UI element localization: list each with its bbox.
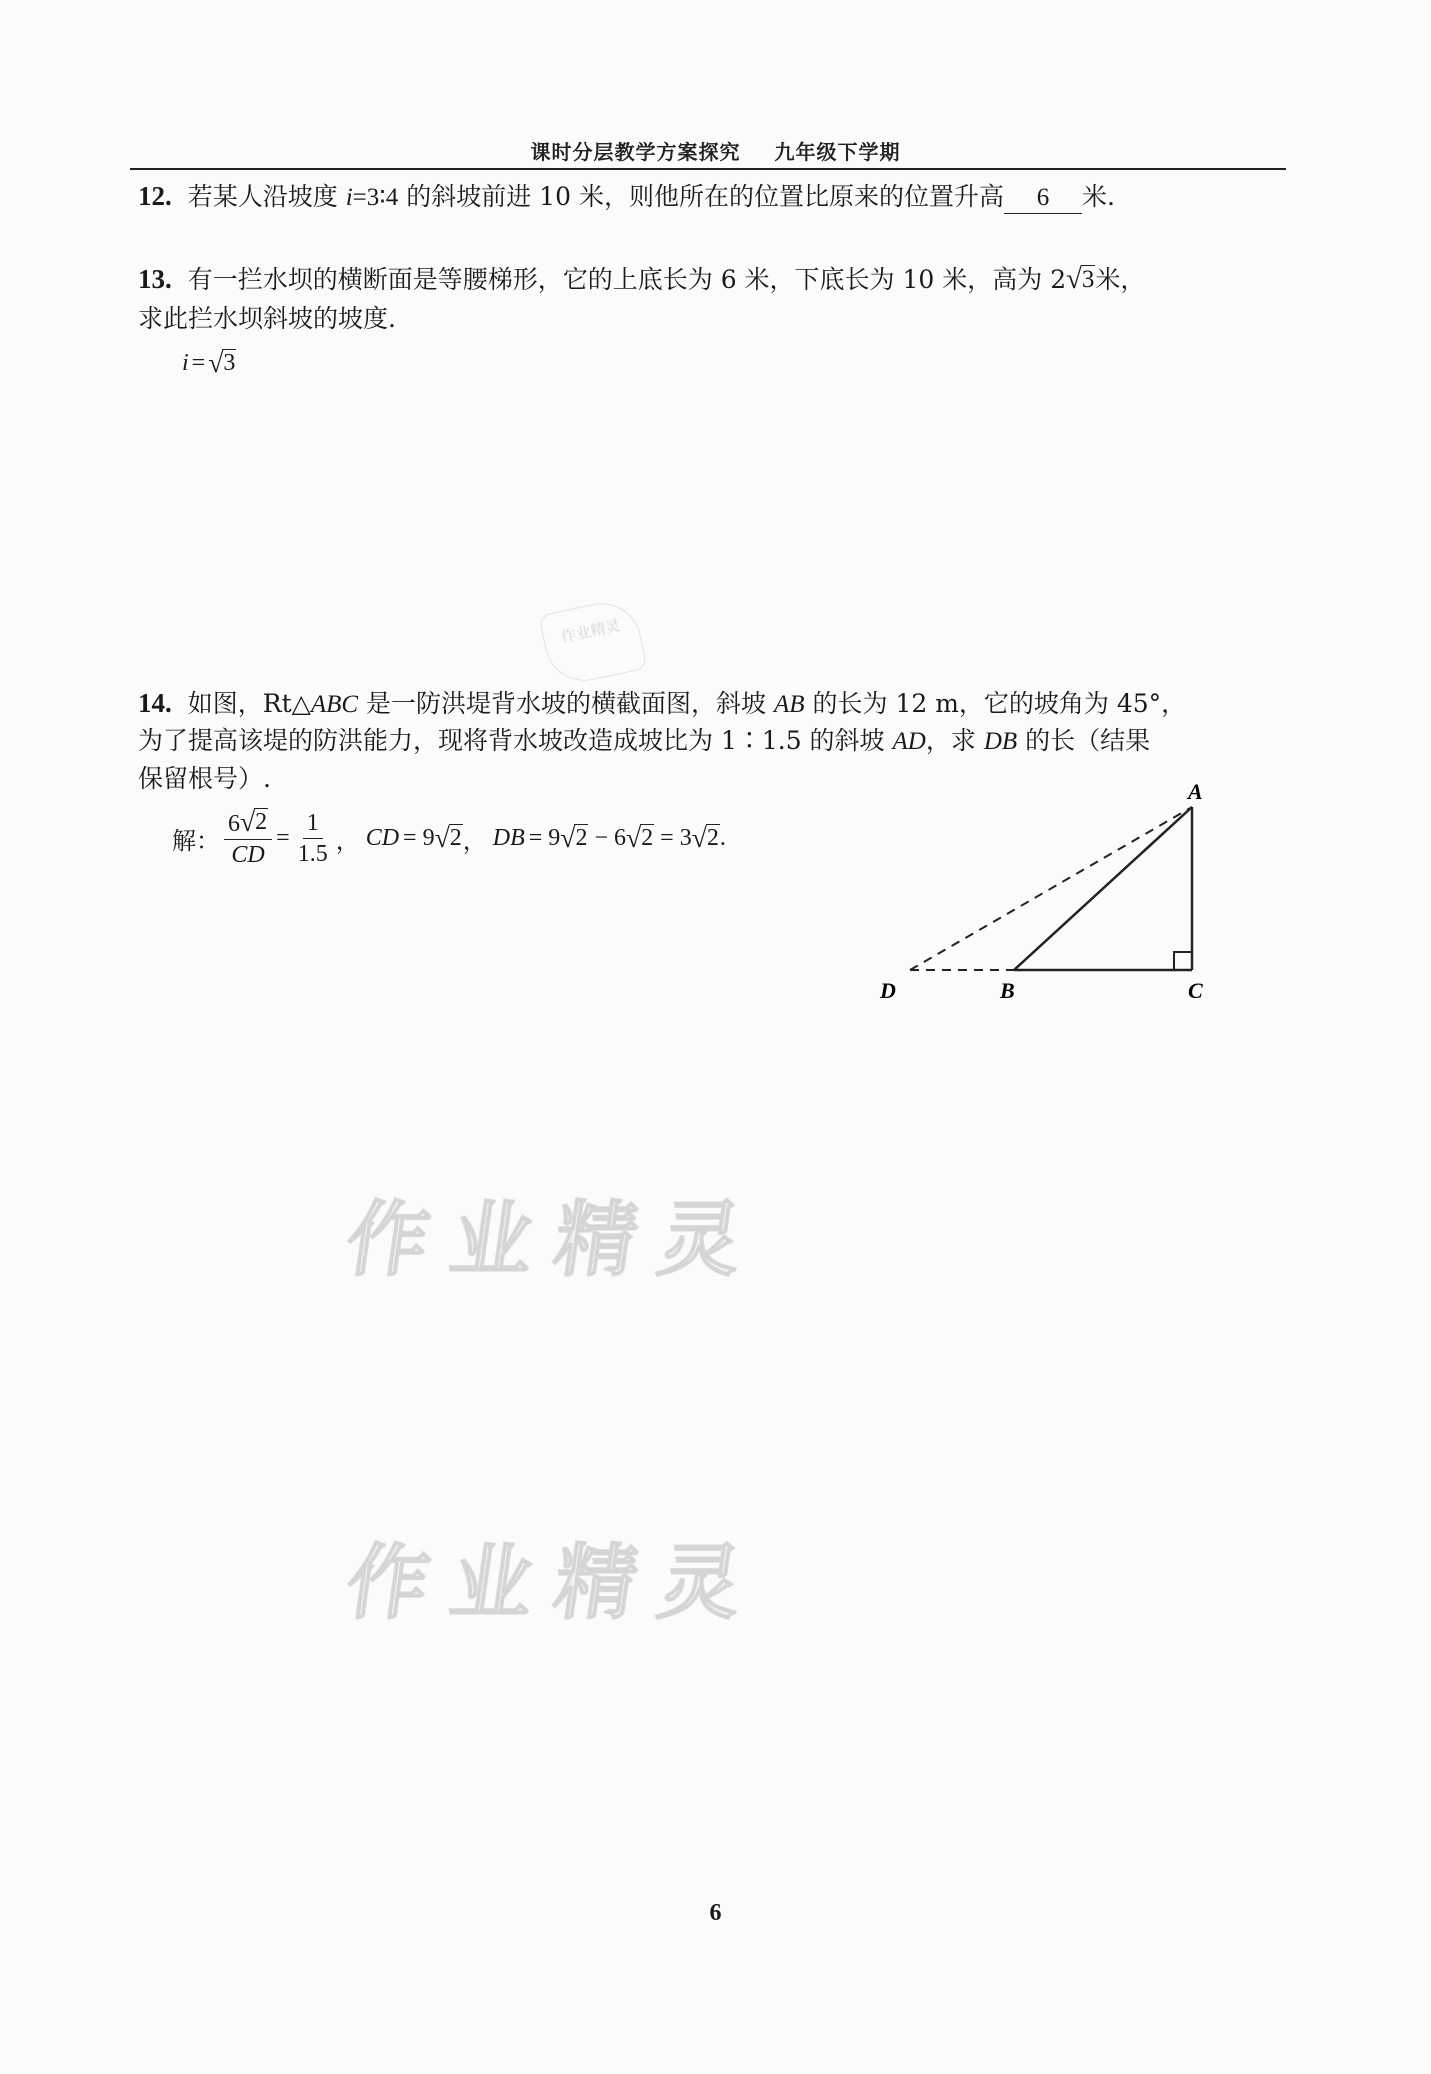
answer-blank: 6 (1004, 183, 1082, 214)
question-12 (138, 176, 1115, 218)
triangle-abc: ABC (310, 691, 359, 718)
question-text: 米. (1081, 182, 1115, 211)
segment-ad (910, 807, 1192, 970)
triangle-figure (860, 765, 1220, 1005)
label-d: D (880, 978, 896, 1003)
variable-i: i (345, 184, 353, 211)
watermark-1: 作业精灵 (340, 1193, 770, 1288)
question-text: 的斜坡前进 10 米，则他所在的位置比原来的位置升高 (406, 182, 1004, 211)
fraction-1: 6 √ 2 CD (224, 808, 272, 868)
right-angle-mark (1174, 952, 1192, 970)
sqrt-expression: √ 3 (208, 347, 236, 379)
question-number: 14. (138, 688, 172, 718)
slope-ratio: =3∶4 (352, 184, 399, 211)
question-text: 米， (1095, 265, 1146, 294)
label-a: A (1188, 779, 1203, 804)
question-13-line-1 (138, 259, 1145, 300)
label-c: C (1188, 978, 1203, 1003)
page-number: 6 (709, 1900, 722, 1926)
header-rule (130, 168, 1286, 170)
segment-ab (1014, 807, 1192, 970)
question-14-line-3: 保留根号）. (138, 764, 271, 793)
question-13-line-2 (138, 299, 396, 339)
question-14-line-2: 为了提高该堤的防洪能力，现将背水坡改造成坡比为 1∶1.5 的斜坡 AD，求 DB 的长（结果 (138, 726, 1151, 755)
question-text: 有一拦水坝的横断面是等腰梯形，它的上底长为 6 米，下底长为 10 米，高为 2 (187, 265, 1067, 294)
question-14-line-1: 14. 如图，Rt△ABC 是一防洪堤背水坡的横截面图，斜坡 AB 的长为 12 m，它的坡角为 45°， (138, 688, 1187, 718)
header-book-title: 课时分层教学方案探究 (530, 140, 741, 164)
variable-i: i (182, 349, 189, 376)
question-number: 13. (138, 264, 172, 294)
solution-label: 解： (172, 826, 220, 855)
sqrt-expression: √ 3 (1066, 263, 1095, 295)
question-text: 求此拦水坝斜坡的坡度. (138, 304, 396, 333)
question-text: 若某人沿坡度 (187, 182, 338, 211)
question-13-answer: i = √ 3 (182, 347, 236, 379)
page-header (0, 136, 1431, 165)
watermark-stamp: 作业精灵 (538, 596, 647, 688)
question-number: 12. (138, 181, 172, 211)
header-grade: 九年级下学期 (774, 140, 901, 164)
label-b: B (1000, 978, 1015, 1003)
watermark-2: 作业精灵 (340, 1536, 770, 1631)
fraction-2: $\frac{1}{1.5}$ (297, 809, 328, 867)
question-14-solution: 解： 6 √ 2 CD = $\frac{1}{1.5}$ ， CD = 9 √ 2 ， DB = 9 √ 2 − 6 √ 2 = 3 √ 2 . (172, 806, 726, 868)
